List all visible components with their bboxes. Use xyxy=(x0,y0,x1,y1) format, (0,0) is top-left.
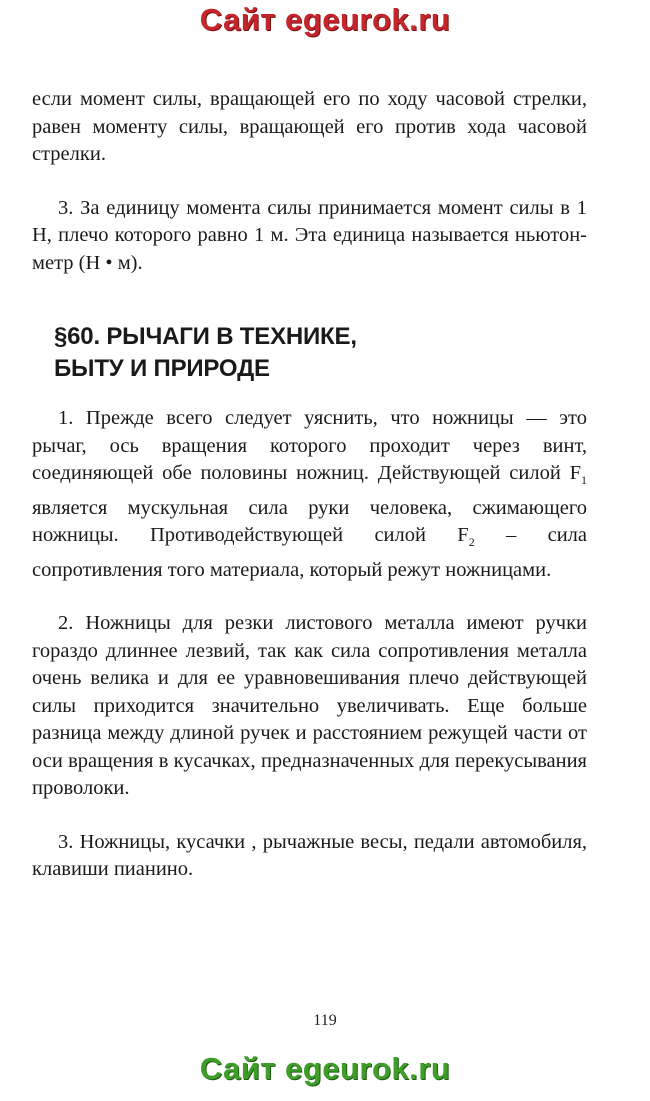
watermark-bottom: Сайт egeurok.ru xyxy=(199,1051,451,1086)
answer-1-text-c: – сила сопротивления того материала, который режут ножницами. xyxy=(32,524,587,581)
answer-1-subscript-1: 1 xyxy=(581,473,587,488)
answer-1-subscript-2: 2 xyxy=(468,535,475,550)
section-title-line-2: БЫТУ И ПРИРОДЕ xyxy=(54,355,270,382)
page-number: 119 xyxy=(313,1012,337,1029)
paragraph-unit-definition: 3. За единицу момента силы принимается момент силы в 1 Н, плечо которого равно 1 м. Эта единица называется ньютон-метр (Н • м). xyxy=(32,196,587,274)
answer-1-text-a: 1. Прежде всего следует уяснить, что ножницы — это рычаг, ось вращения которого проходит через винт, соединяющей обе половины ножниц. Действующей силой F xyxy=(32,407,587,484)
section-title-line-1: §60. РЫЧАГИ В ТЕХНИКЕ, xyxy=(54,323,357,350)
answer-3: 3. Ножницы, кусачки , рычажные весы, педали автомобиля, клавиши пианино. xyxy=(32,830,587,881)
watermark-top: Сайт egeurok.ru xyxy=(199,2,451,37)
answer-1-text-b: является мускульная сила руки человека, сжимающего ножницы. Противодействующей силой F xyxy=(32,496,587,547)
answer-2: 2. Ножницы для резки листового металла имеют ручки гораздо длиннее лезвий, так как сила сопротивления металла очень велика и для ее уравновешивания плечо действующей силы приходится значительно увеличивать. Еще больше разница между длиной ручек и расстоянием режущей части от оси вращения в кусачках, предназначенных для перекусывания проволоки. xyxy=(32,612,587,800)
answer-1 xyxy=(32,405,587,584)
book-page xyxy=(32,86,587,884)
section-title xyxy=(54,321,587,385)
paragraph-continuation: если момент силы, вращающей его по ходу часовой стрелки, равен моменту силы, вращающей его против хода часовой стрелки. xyxy=(32,88,587,165)
